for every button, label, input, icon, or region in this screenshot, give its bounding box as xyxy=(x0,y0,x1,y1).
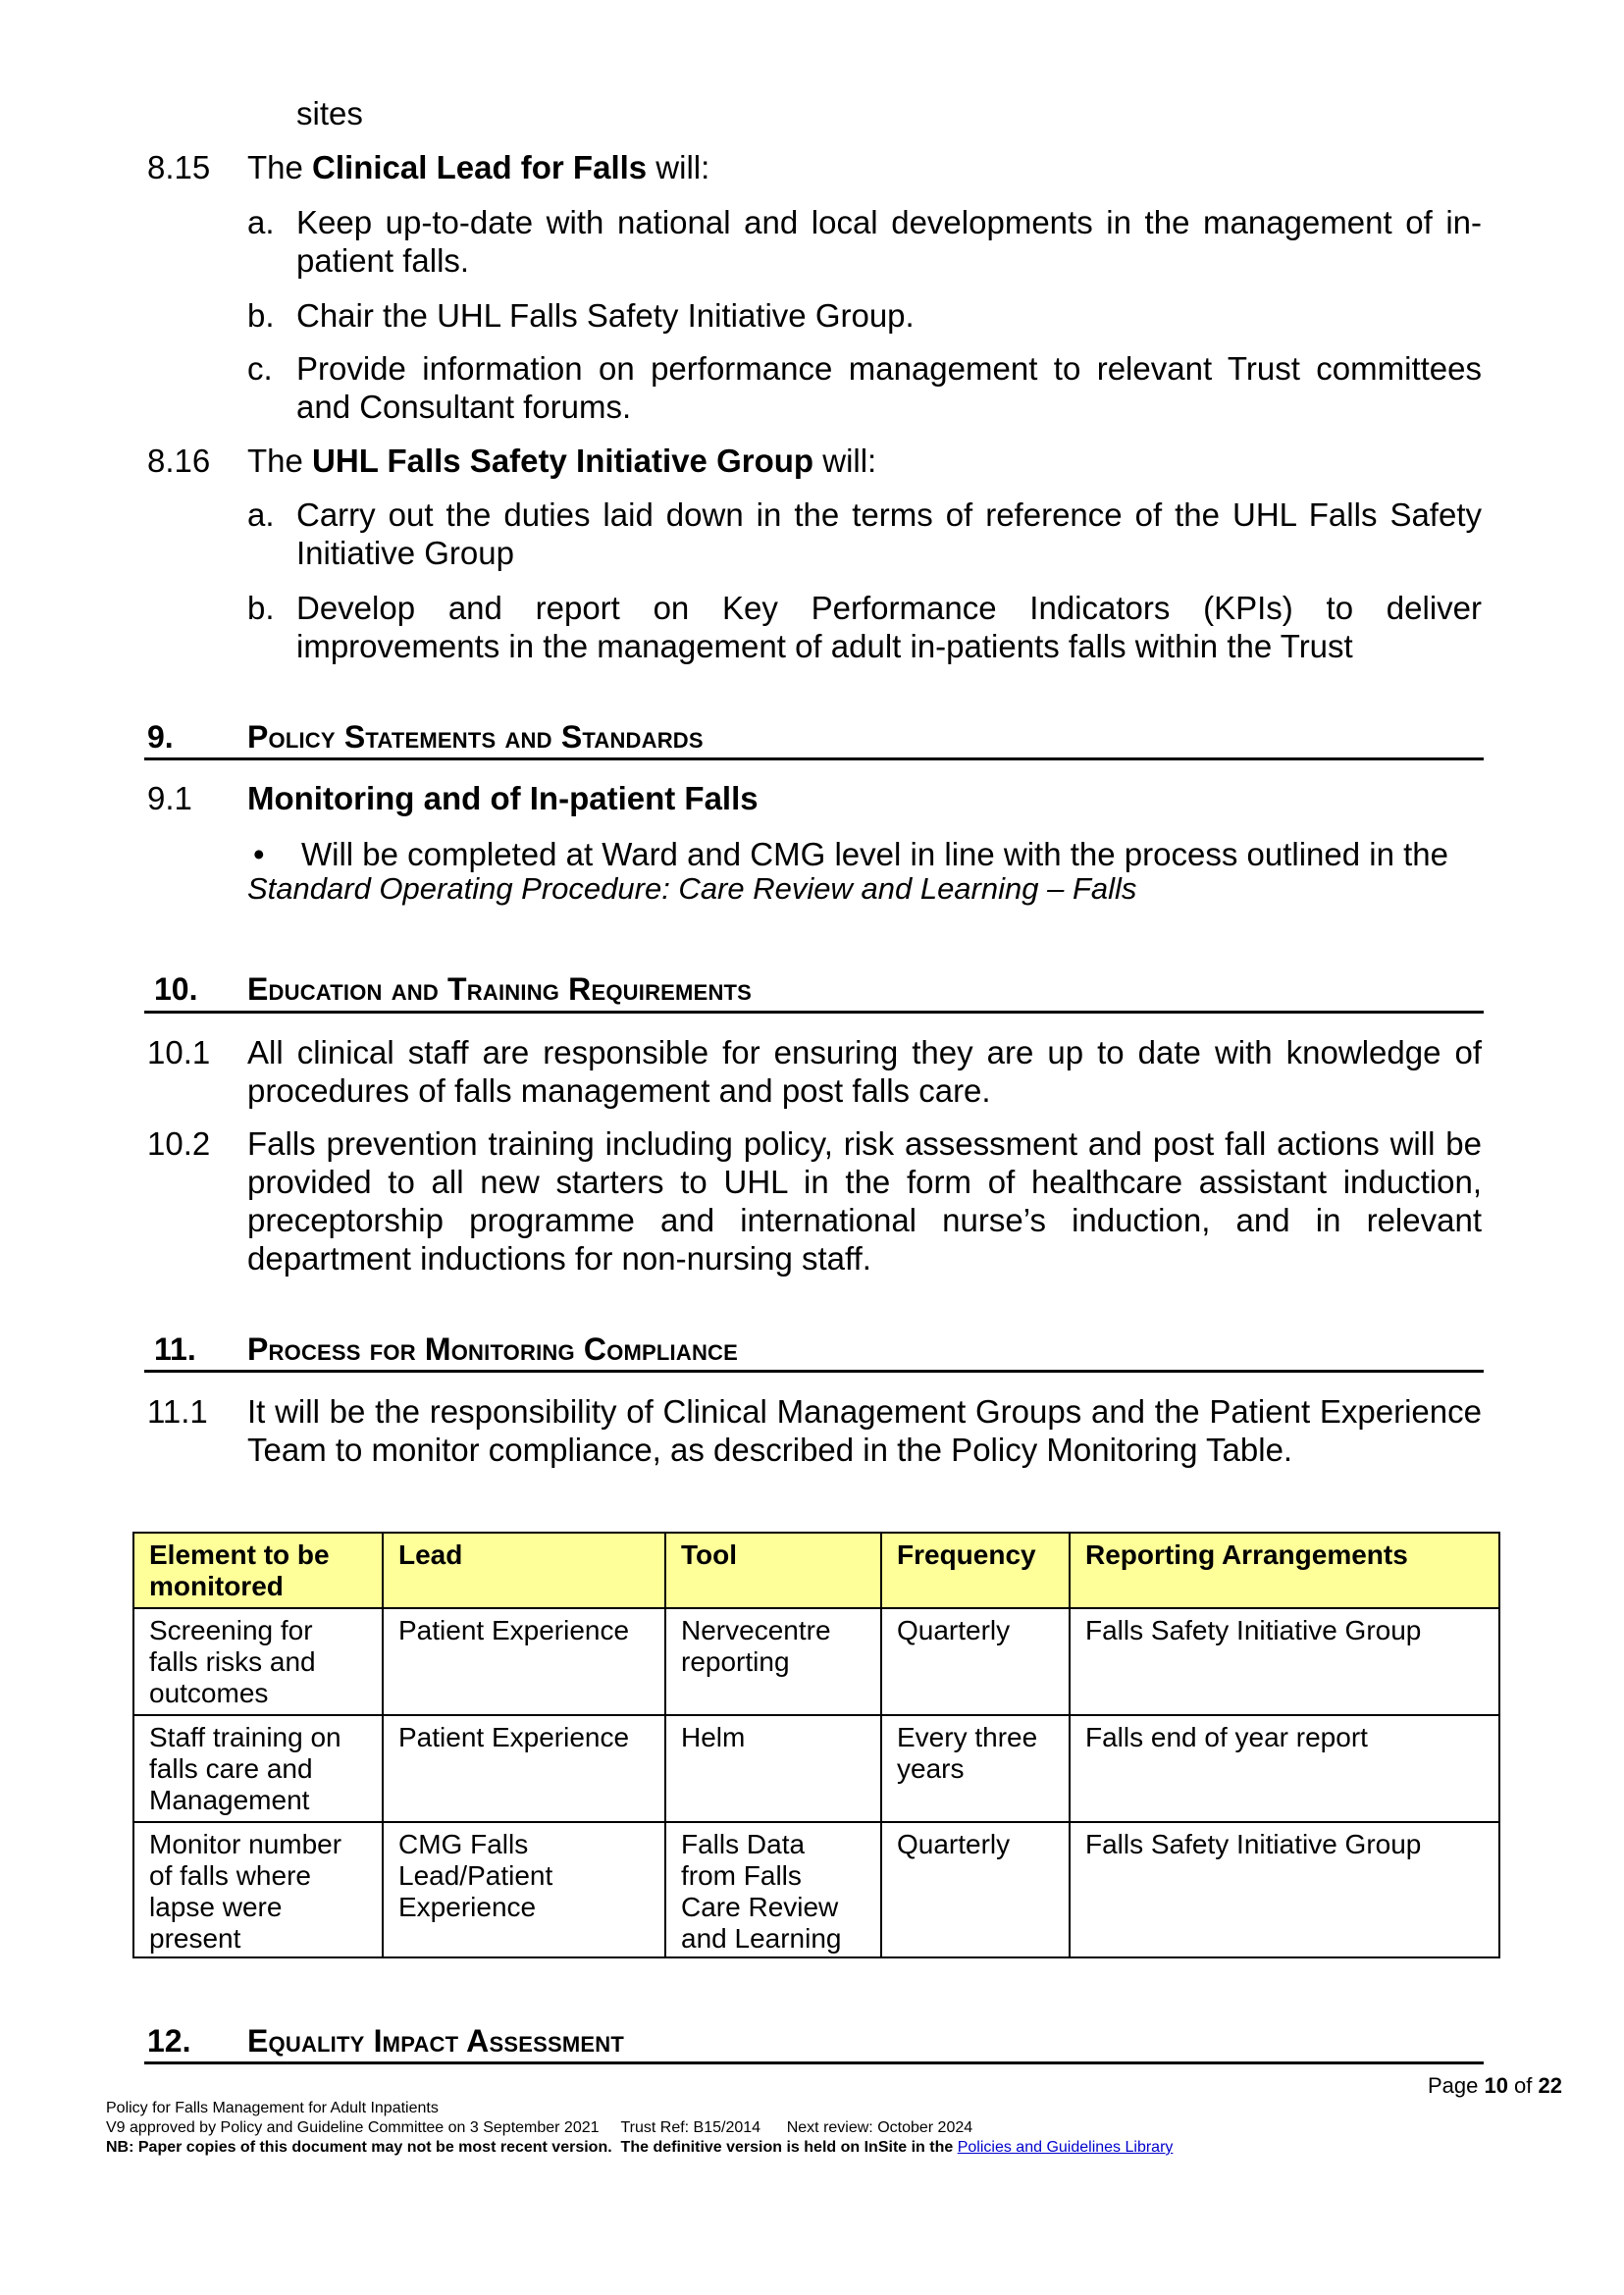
footer-title: Policy for Falls Management for Adult Inpatients xyxy=(106,2100,439,2116)
table-row xyxy=(133,1608,1499,1715)
section-rule xyxy=(144,2061,1484,2064)
list-item-text: Keep up-to-date with national and local developments in the management of in-patient falls. xyxy=(296,204,1482,279)
section-number-11: 11. xyxy=(154,1331,196,1367)
table-row xyxy=(133,1822,1499,1957)
para-10-2: Falls prevention training including policy, risk assessment and post fall actions will be provided to all new starters to UHL in the form of healthcare assistant induction, preceptorship programme and international nurse’s induction, and in relevant department inductions for non-nursing staff. xyxy=(247,1125,1482,1277)
section-number-12: 12. xyxy=(147,2023,191,2059)
continued-text: sites xyxy=(296,95,363,131)
table-cell: Quarterly xyxy=(881,1822,1070,1957)
table-cell: Patient Experience xyxy=(383,1715,665,1822)
section-rule xyxy=(144,757,1484,760)
list-letter: a. xyxy=(247,204,275,240)
bullet-text: Will be completed at Ward and CMG level in line with the process outlined in the xyxy=(301,836,1449,872)
table-cell: Falls Safety Initiative Group xyxy=(1070,1822,1499,1957)
table-cell: Quarterly xyxy=(881,1608,1070,1715)
section-title-9: Policy Statements and Standards xyxy=(247,719,704,755)
para-number-10-2: 10.2 xyxy=(147,1125,211,1162)
text: The xyxy=(247,443,313,479)
para-number-10-1: 10.1 xyxy=(147,1034,211,1070)
list-item-text: Carry out the duties laid down in the terms of reference of the UHL Falls Safety Initiative Group xyxy=(296,496,1482,571)
column-header: Tool xyxy=(665,1533,881,1608)
table-cell: Staff training on falls care and Management xyxy=(133,1715,383,1822)
policy-monitoring-table xyxy=(132,1532,1500,1958)
list-letter: a. xyxy=(247,496,275,533)
column-header: Lead xyxy=(383,1533,665,1608)
sop-reference: Standard Operating Procedure: Care Review and Learning – Falls xyxy=(247,871,1137,906)
table-cell: Helm xyxy=(665,1715,881,1822)
section-number-9: 9. xyxy=(147,719,174,755)
table-cell: Falls Safety Initiative Group xyxy=(1070,1608,1499,1715)
total-pages: 22 xyxy=(1538,2073,1562,2098)
list-letter: c. xyxy=(247,350,273,387)
para-number-9-1: 9.1 xyxy=(147,780,192,816)
section-title-11: Process for Monitoring Compliance xyxy=(247,1331,738,1367)
subsection-title-9-1: Monitoring and of In-patient Falls xyxy=(247,780,759,816)
text: will: xyxy=(813,443,877,479)
group-name: UHL Falls Safety Initiative Group xyxy=(312,443,814,479)
list-item-text: Chair the UHL Falls Safety Initiative Group. xyxy=(296,297,915,334)
para-11-1: It will be the responsibility of Clinical Management Groups and the Patient Experience Team to monitor compliance, as described in the Policy Monitoring Table. xyxy=(247,1393,1482,1468)
current-page: 10 xyxy=(1484,2073,1508,2098)
table-cell: CMG Falls Lead/Patient Experience xyxy=(383,1822,665,1957)
para-number-8-16: 8.16 xyxy=(147,443,211,479)
section-title-10: Education and Training Requirements xyxy=(247,971,753,1007)
page-label: Page xyxy=(1427,2073,1485,2098)
text: will: xyxy=(647,149,710,185)
para-8-15-heading xyxy=(247,148,1482,186)
para-8-16-heading xyxy=(247,442,1482,480)
table-cell: Patient Experience xyxy=(383,1608,665,1715)
column-header: Element to be monitored xyxy=(133,1533,383,1608)
page-of: of xyxy=(1507,2073,1539,2098)
table-cell: Falls Data from Falls Care Review and Learning xyxy=(665,1822,881,1957)
para-number-11-1: 11.1 xyxy=(147,1393,208,1430)
table-cell: Nervecentre reporting xyxy=(665,1608,881,1715)
footer-notice xyxy=(106,2138,1173,2158)
table-header-row xyxy=(133,1533,1499,1608)
table-cell: Every three years xyxy=(881,1715,1070,1822)
policies-library-link[interactable]: Policies and Guidelines Library xyxy=(957,2139,1174,2156)
notice-text: NB: Paper copies of this document may not be most recent version. The definitive version is held on InSite in the xyxy=(106,2139,958,2156)
text: The xyxy=(247,149,313,185)
section-title-12: Equality Impact Assessment xyxy=(247,2023,624,2059)
para-10-1: All clinical staff are responsible for ensuring they are up to date with knowledge of procedures of falls management and post falls care. xyxy=(247,1034,1482,1109)
list-item-text: Provide information on performance management to relevant Trust committees and Consultant forums. xyxy=(296,350,1482,425)
list-letter: b. xyxy=(247,297,275,334)
section-number-10: 10. xyxy=(154,971,198,1007)
table-cell: Screening for falls risks and outcomes xyxy=(133,1608,383,1715)
table-cell: Falls end of year report xyxy=(1070,1715,1499,1822)
list-item-text-line2: improvements in the management of adult in-patients falls within the Trust xyxy=(296,628,1353,664)
table-row xyxy=(133,1715,1499,1822)
para-number-8-15: 8.15 xyxy=(147,149,211,185)
column-header: Reporting Arrangements xyxy=(1070,1533,1499,1608)
role-name: Clinical Lead for Falls xyxy=(312,149,648,185)
table-cell: Monitor number of falls where lapse were present xyxy=(133,1822,383,1957)
bullet-icon: • xyxy=(253,836,265,872)
column-header: Frequency xyxy=(881,1533,1070,1608)
section-rule xyxy=(144,1370,1484,1373)
section-rule xyxy=(144,1011,1484,1014)
footer-approval: V9 approved by Policy and Guideline Committee on 3 September 2021 Trust Ref: B15/2014 Next review: October 2024 xyxy=(106,2119,973,2136)
list-item-text-line1: Develop and report on Key Performance Indicators (KPIs) to deliver xyxy=(296,590,1482,626)
page-number xyxy=(1428,2073,1562,2099)
list-letter: b. xyxy=(247,590,275,626)
